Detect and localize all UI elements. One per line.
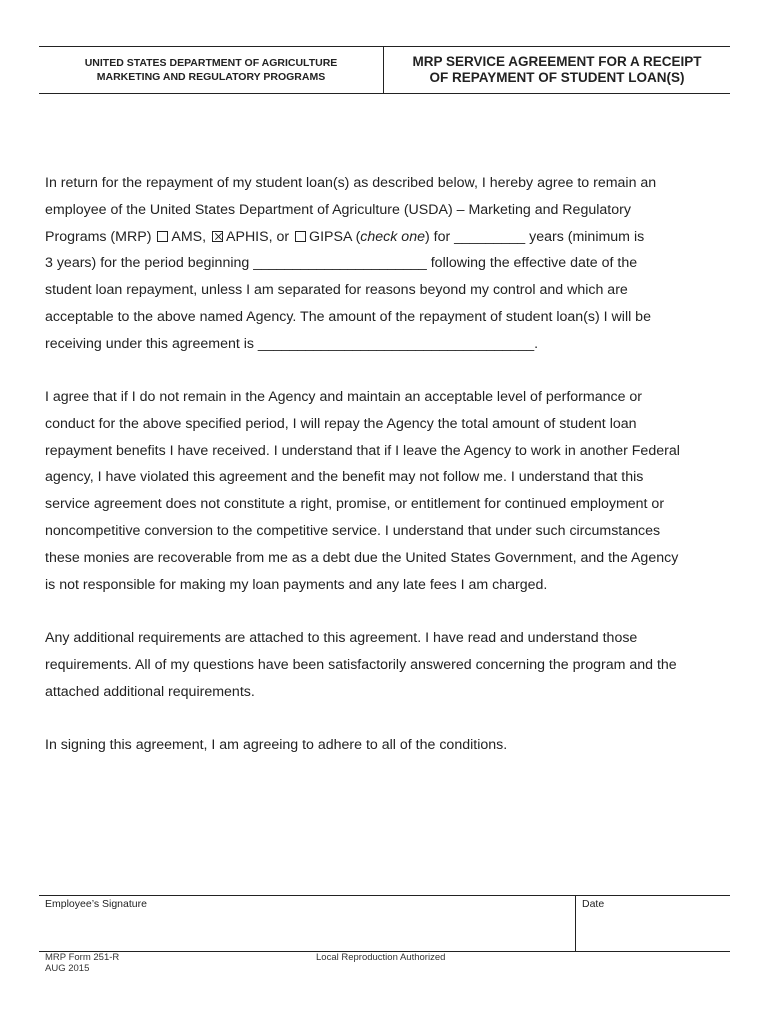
paragraph-line: conduct for the above specified period, I will repay the Agency the total amount of student loan bbox=[45, 415, 637, 432]
department-name: UNITED STATES DEPARTMENT OF AGRICULTURE bbox=[84, 57, 338, 69]
form-identifier bbox=[45, 952, 119, 974]
paragraph-line: In return for the repayment of my student loan(s) as described below, I hereby agree to remain an bbox=[45, 175, 657, 191]
form-header bbox=[39, 46, 730, 94]
paragraph-line: agency, I have violated this agreement and the benefit may not follow me. I understand that this bbox=[45, 469, 644, 486]
check-one-instruction: check one bbox=[360, 228, 425, 245]
date-field[interactable] bbox=[576, 896, 730, 951]
period-field-line: 3 years) for the period beginning ______________________ following the effective date of the bbox=[45, 255, 638, 272]
date-label: Date bbox=[582, 898, 605, 910]
paragraph-text: Programs (MRP) bbox=[45, 228, 152, 245]
paragraph-line: repayment benefits I have received. I understand that if I leave the Agency to work in another Federal bbox=[45, 442, 680, 459]
paragraph-line: attached additional requirements. bbox=[45, 683, 255, 700]
agreement-paragraph-4 bbox=[45, 732, 735, 759]
paragraph-line: I agree that if I do not remain in the Agency and maintain an acceptable level of performance or bbox=[45, 389, 643, 405]
paragraph-line: acceptable to the above named Agency. The amount of the repayment of student loan(s) I will be bbox=[45, 308, 651, 325]
paragraph-line: In signing this agreement, I am agreeing to adhere to all of the conditions. bbox=[45, 737, 508, 753]
form-title-line2: OF REPAYMENT OF STUDENT LOAN(S) bbox=[429, 70, 685, 85]
agency-selection-line bbox=[45, 224, 735, 251]
form-title-block bbox=[384, 47, 730, 93]
reproduction-notice: Local Reproduction Authorized bbox=[316, 952, 446, 963]
form-date: AUG 2015 bbox=[45, 963, 90, 974]
agreement-paragraph-1 bbox=[45, 170, 735, 358]
agreement-paragraph-3 bbox=[45, 625, 735, 705]
paragraph-line: service agreement does not constitute a right, promise, or entitlement for continued employment or bbox=[45, 496, 665, 513]
paragraph-line: noncompetitive conversion to the competitive service. I understand that under such circumstances bbox=[45, 522, 661, 539]
program-name: MARKETING AND REGULATORY PROGRAMS bbox=[96, 71, 326, 83]
aphis-checkbox[interactable] bbox=[212, 231, 223, 242]
paragraph-line: requirements. All of my questions have been satisfactorily answered concerning the program and the bbox=[45, 656, 677, 673]
form-title-line1: MRP SERVICE AGREEMENT FOR A RECEIPT bbox=[412, 54, 702, 69]
employee-signature-field[interactable] bbox=[39, 896, 576, 951]
paragraph-line: student loan repayment, unless I am separated for reasons beyond my control and which are bbox=[45, 282, 628, 299]
gipsa-checkbox[interactable] bbox=[295, 231, 306, 242]
paragraph-line: employee of the United States Department of Agriculture (USDA) – Marketing and Regulatory bbox=[45, 201, 631, 218]
form-number: MRP Form 251-R bbox=[45, 952, 120, 963]
paragraph-line: is not responsible for making my loan payments and any late fees I am charged. bbox=[45, 576, 548, 593]
amount-field-line: receiving under this agreement is ___________________________________. bbox=[45, 335, 539, 352]
department-block bbox=[39, 47, 384, 93]
ams-label: AMS, bbox=[171, 228, 207, 245]
gipsa-label: GIPSA ( bbox=[309, 228, 361, 245]
employee-signature-label: Employee’s Signature bbox=[45, 898, 147, 910]
paragraph-line: Any additional requirements are attached to this agreement. I have read and understand those bbox=[45, 630, 638, 646]
paragraph-line: these monies are recoverable from me as a debt due the United States Government, and the Agency bbox=[45, 549, 679, 566]
years-field-text: ) for _________ years (minimum is bbox=[424, 228, 645, 245]
agreement-paragraph-2 bbox=[45, 384, 735, 598]
signature-row bbox=[39, 895, 730, 952]
ams-checkbox[interactable] bbox=[157, 231, 168, 242]
aphis-label: APHIS, or bbox=[226, 228, 290, 245]
